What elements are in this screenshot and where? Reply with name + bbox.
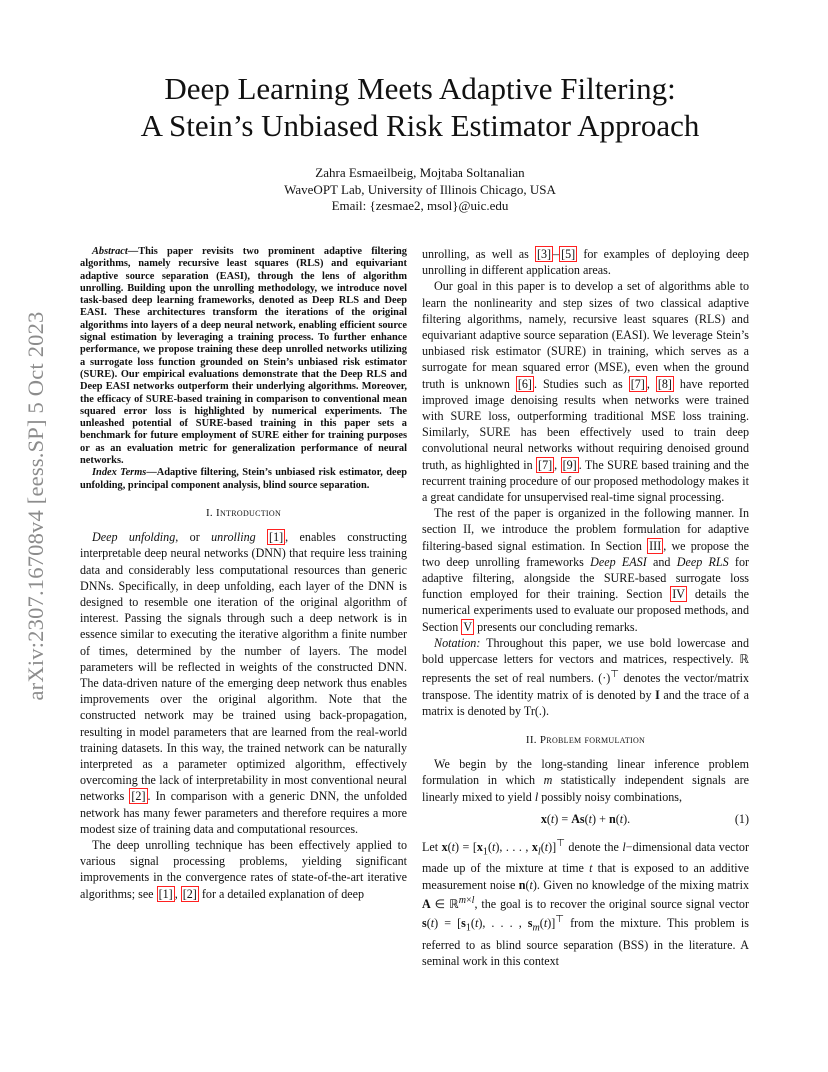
index-terms-text: —Adaptive filtering, Stein’s unbiased risk estimator, deep unfolding, principal component analysis, blind source separation. [80,467,407,491]
problem-paragraph-2: Let $x(t) = [x_1(t)$, . . . , $x_l(t)]^⊤$ denote the l−dimensional data vector made up of the mixture at time t that is exposed to an additive measurement noise n(t). Given no knowledge of the mixing matrix A ∈ ℝ$^{m\times l}$, the goal is to recover the original source signal vector $s(t) = [s_1(t)$, . . . , $s_m(t)]^⊤$ from the mixture. This problem is referred to as blind source separation (BSS) in the literature. A seminal work in this context [422,837,750,968]
equation-1-number: (1) [734,811,749,826]
section-heading-problem-formulation: II. Problem formulation [525,733,646,746]
notation-paragraph: Notation: Throughout this paper, we use bold lowercase and bold uppercase letters for vectors and matrices, respectively. ℝ represents the set of real numbers. (·)⊤ denotes the vector/matrix transpose. The identity matrix of is denoted by I and the trace of a matrix is denoted by Tr(.). [422,635,749,718]
abstract-label: Abstract [92,246,128,257]
equation-1 [422,811,749,828]
citation-link[interactable]: [1] [269,530,284,545]
intro-paragraph-2-continued: unrolling, as well as [3] – [5] for examples of deploying deep unrolling in different application areas. [422,247,749,278]
intro-paragraph-1: Deep unfolding, or unrolling [1] , enables constructing interpretable deep neural networks (DNN) that require less training data and considerably less computational resources than generic DNNs. Specifically, in deep unfolding, each layer of the DNN is designed to resemble one iteration of the original algorithm of interest. Passing the signals through such a deep network is in essence similar to executing the iterative algorithm a finite number of times, determined by the number of layers. The model parameters will be reflected in weights of the constructed DNN. The data-driven nature of the emerging deep network thus enables improvements over the original algorithm. Note that the constructed network may be trained using back-propagation, resulting in model parameters that are learned from the real-world training datasets. In this way, the trained network can be naturally interpreted as a parameter optimized algorithm, effectively overcoming the lack of interpretability in most conventional neural networks [2] . In comparison with a generic DNN, the unfolded network has many fewer parameters and therefore requires a more modest size of training data and computational resources. [80,530,407,836]
intro-paragraph-2: The deep unrolling technique has been effectively applied to various signal processing problems, yielding significant improvements in the convergence rates of state-of-the-art iterative algorithms; see [1] , [2] for a detailed explanation of deep [80,838,407,901]
citation-link[interactable]: [7] [630,376,645,391]
citation-link[interactable]: [2] [182,886,197,901]
citation-link[interactable]: [7] [538,457,553,472]
author-block [90,165,750,215]
abstract-text: —This paper revisits two prominent adaptive filtering algorithms, namely recursive least squares (RLS) and equivariant adaptive source separation (EASI), through the lens of algorithm unrolling. Building upon the unrolling methodology, we introduce novel task-based deep learning frameworks, denoted as Deep RLS and Deep EASI. These architectures transform the iterations of the original algorithms into layers of a deep neural network, enabling efficient source signal estimation by leveraging a training process. To further enhance performance, we propose training these deep unrolled networks utilizing a surrogate loss function grounded on Stein’s unbiased risk estimator (SURE). Our empirical evaluations demonstrate that the Deep RLS and Deep EASI networks outperform their underlying algorithms. Moreover, the efficacy of SURE-based training in comparison to conventional mean squared error loss is highlighted by numerical experiments. The unleashed potential of SURE-based training in this paper sets a benchmark for future employment of SURE either for training purposes or as an evaluation metric for generalization performance of neural networks. [80,246,407,467]
title-line-1: Deep Learning Meets Adaptive Filtering: [164,71,676,106]
citation-link[interactable]: [1] [158,886,173,901]
index-terms-label: Index Terms [92,467,147,479]
citation-link[interactable]: [5] [561,247,576,261]
abstract [80,246,407,467]
citation-link[interactable]: [6] [517,376,532,391]
arxiv-identifier: arXiv:2307.16708v4 [eess.SP] 5 Oct 2023 [23,311,48,701]
left-column [80,246,407,902]
section-link[interactable]: IV [672,587,685,602]
section-heading-introduction: I. Introduction [205,506,282,519]
author-email: Email: {zesmae2, msol}@uic.edu [331,198,509,213]
citation-link[interactable]: [9] [562,457,577,472]
equation-1-body: x(t) = As(t) + n(t). [540,811,631,826]
section-link[interactable]: V [463,619,473,634]
arxiv-identifier-sidebar [20,296,52,716]
author-names: Zahra Esmaeilbeig, Mojtaba Soltanalian [315,165,525,180]
title-line-2: A Stein’s Unbiased Risk Estimator Approach [140,108,700,143]
section-link[interactable]: III [649,538,662,553]
citation-link[interactable]: [2] [131,789,146,804]
paper-title [90,70,750,144]
intro-paragraph-4: The rest of the paper is organized in the following manner. In section II, we introduce the problem formulation for adaptive filtering-based signal estimation. In Section III , we propose the two deep unrolling frameworks Deep EASI and Deep RLS for adaptive filtering, alongside the SURE-based surrogate loss function employed for their training. Section IV details the numerical experiments used to evaluate our proposed methods, and Section V presents our concluding remarks. [422,506,750,634]
citation-link[interactable]: [3] [536,247,552,261]
index-terms [80,467,407,492]
citation-link[interactable]: [8] [657,376,672,391]
right-column [422,246,749,969]
author-affiliation: WaveOPT Lab, University of Illinois Chicago, USA [284,181,556,197]
problem-paragraph-1: We begin by the long-standing linear inference problem formulation in which m statistically independent signals are linearly mixed to yield l possibly noisy combinations, [422,757,749,804]
intro-paragraph-3: Our goal in this paper is to develop a set of algorithms able to learn the nonlinearity and step sizes of two classical adaptive filtering algorithms, namely, recursive least squares (RLS) and equivariant adaptive source separation (EASI). We leverage Stein’s unbiased risk estimator (SURE) in training, which serves as a surrogate for mean squared error (MSE), even when the ground truth is unknown [6] . Studies such as [7] , [8] have reported improved image denoising results when networks were trained with SURE loss, outperforming traditional MSE loss training. Similarly, SURE has been effectively used to train deep convolutional neural networks without requiring denoised ground truth, as highlighted in [7] , [9] . The SURE based training and the recurrent training procedure of our proposed methodology makes it a great candidate for unsupervised real-time signal processing. [422,279,750,505]
